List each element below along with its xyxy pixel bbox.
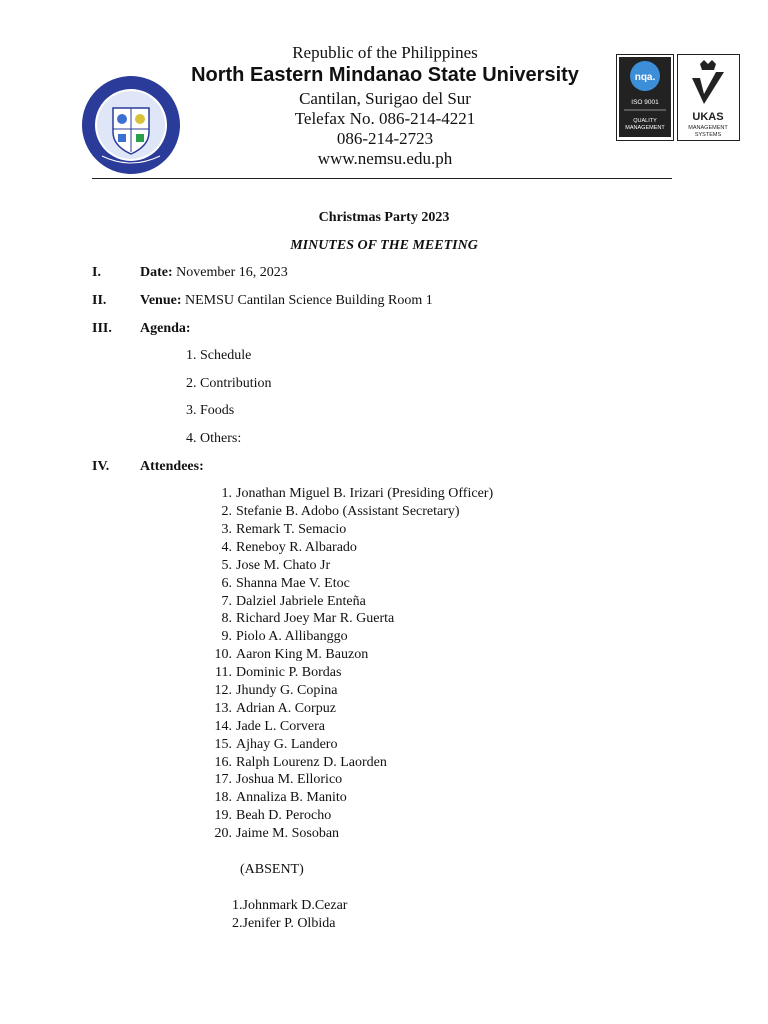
attendee-item: 1. Jonathan Miguel B. Irizari (Presiding Officer) [221, 486, 494, 501]
header-address: Cantilan, Surigao del Sur [299, 89, 471, 108]
attendee-item: 17. Joshua M. Ellorico [214, 772, 343, 787]
iso-label: ISO 9001 [631, 99, 659, 106]
section-number-agenda: III. [92, 321, 112, 336]
absent-item: 1.Johnmark D.Cezar [232, 898, 348, 913]
quality-label: QUALITY [633, 118, 657, 124]
attendee-item: 5. Jose M. Chato Jr [221, 558, 331, 573]
management-label: MANAGEMENT [625, 125, 665, 131]
attendee-item: 8. Richard Joey Mar R. Guerta [221, 611, 395, 626]
section-venue [140, 293, 433, 309]
nqa-logo-text: nqa. [634, 72, 656, 83]
ukas-management-label: MANAGEMENT [688, 125, 728, 131]
certification-logos-icon [616, 54, 740, 141]
header-website[interactable]: www.nemsu.edu.ph [317, 149, 453, 168]
attendee-item: 10. Aaron King M. Bauzon [214, 647, 369, 662]
date-value: November 16, 2023 [172, 265, 288, 280]
agenda-label: Agenda: [140, 321, 191, 336]
attendee-item: 14. Jade L. Corvera [214, 719, 326, 734]
agenda-item: 3. Foods [186, 403, 235, 418]
header-telefax: Telefax No. 086-214-4221 [294, 109, 476, 128]
ukas-label: UKAS [692, 111, 724, 123]
attendee-item: 4. Reneboy R. Albarado [221, 540, 357, 555]
section-date [140, 265, 288, 281]
attendee-item: 13. Adrian A. Corpuz [214, 701, 336, 716]
section-number-date: I. [92, 265, 101, 280]
header-phone: 086-214-2723 [336, 129, 434, 148]
section-number-venue: II. [92, 293, 107, 308]
header-divider [92, 178, 672, 179]
document-subtitle: MINUTES OF THE MEETING [290, 238, 478, 253]
agenda-item: 2. Contribution [186, 376, 272, 391]
attendee-item: 2. Stefanie B. Adobo (Assistant Secretary) [221, 504, 460, 519]
section-number-attendees: IV. [92, 459, 110, 474]
venue-value: NEMSU Cantilan Science Building Room 1 [181, 293, 433, 308]
university-seal-icon [80, 74, 182, 176]
attendee-item: 19. Beah D. Perocho [214, 808, 332, 823]
date-label: Date: [140, 265, 173, 280]
absent-item: 2.Jenifer P. Olbida [232, 916, 336, 931]
attendee-item: 20. Jaime M. Sosoban [214, 826, 340, 841]
attendee-item: 3. Remark T. Semacio [221, 522, 347, 537]
ukas-systems-label: SYSTEMS [694, 132, 722, 138]
attendee-item: 11. Dominic P. Bordas [215, 665, 342, 680]
header-republic: Republic of the Philippines [292, 43, 478, 62]
attendee-item: 18. Annaliza B. Manito [214, 790, 347, 805]
venue-label: Venue: [140, 293, 182, 308]
document-title: Christmas Party 2023 [318, 210, 450, 225]
attendee-item: 15. Ajhay G. Landero [214, 737, 338, 752]
attendee-item: 6. Shanna Mae V. Etoc [221, 576, 350, 591]
section-agenda [140, 321, 191, 337]
agenda-item: 1. Schedule [186, 348, 252, 363]
attendees-label: Attendees: [140, 459, 204, 474]
university-name: North Eastern Mindanao State University [191, 64, 579, 86]
attendee-item: 12. Jhundy G. Copina [214, 683, 338, 698]
attendee-item: 9. Piolo A. Allibanggo [221, 629, 348, 644]
section-attendees [140, 459, 204, 475]
absent-header: (ABSENT) [240, 862, 304, 877]
agenda-item: 4. Others: [186, 431, 242, 446]
attendee-item: 16. Ralph Lourenz D. Laorden [214, 755, 387, 770]
attendee-item: 7. Dalziel Jabriele Enteña [221, 594, 366, 609]
